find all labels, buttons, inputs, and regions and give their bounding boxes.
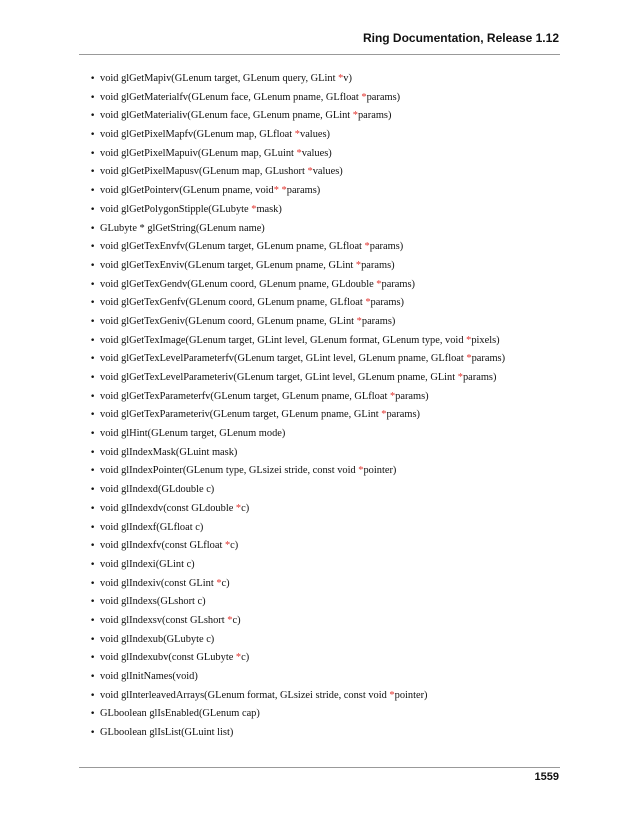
- list-item: [0, 257, 638, 276]
- bullet-icon: •: [90, 92, 96, 103]
- list-item: [0, 388, 638, 407]
- function-signature: [100, 126, 330, 145]
- list-item: [0, 575, 638, 594]
- pointer-operator: *: [364, 241, 370, 253]
- signature-text: pointer): [394, 689, 428, 701]
- function-list-section: [0, 70, 638, 743]
- signature-text: void glGetTexEnviv(GLenum target, GLenum pname, GLint: [100, 259, 356, 271]
- signature-text: void glGetTexGeniv(GLenum coord, GLenum pname, GLint: [100, 315, 357, 327]
- function-signature: [100, 519, 203, 538]
- pointer-operator: *: [356, 315, 362, 327]
- pointer-operator: *: [352, 110, 358, 122]
- pointer-operator: *: [381, 409, 387, 421]
- pointer-operator: *: [235, 502, 242, 514]
- bullet-icon: •: [90, 186, 96, 197]
- bullet-icon: •: [90, 204, 96, 215]
- bullet-icon: •: [90, 298, 96, 309]
- list-item: [0, 649, 638, 668]
- signature-text: GLubyte * glGetString(GLenum name): [100, 222, 265, 234]
- bullet-icon: •: [90, 316, 96, 327]
- signature-text: params): [395, 390, 429, 402]
- bullet-icon: •: [90, 541, 96, 552]
- signature-text: c): [230, 540, 239, 552]
- bullet-icon: •: [90, 111, 96, 122]
- function-signature: [100, 238, 403, 257]
- pointer-operator: *: [457, 372, 463, 383]
- signature-text: pixels): [471, 334, 500, 346]
- signature-text: pointer): [363, 465, 397, 477]
- list-item: [0, 556, 638, 575]
- function-signature: [100, 444, 237, 463]
- signature-text: void glGetPixelMapuiv(GLenum map, GLuint: [100, 147, 297, 159]
- bullet-icon: •: [90, 447, 96, 458]
- signature-text: void glGetTexImage(GLenum target, GLint level, GLenum format, GLenum type, void: [100, 334, 467, 346]
- signature-text: params): [369, 241, 404, 253]
- bullet-icon: •: [90, 74, 96, 84]
- signature-text: params): [366, 91, 401, 103]
- signature-text: void glGetTexEnvfv(GLenum target, GLenum pname, GLfloat: [100, 241, 365, 253]
- list-item: [0, 182, 638, 201]
- signature-text: void glIndexdv(const GLdouble: [100, 502, 236, 514]
- function-signature: [100, 649, 249, 668]
- list-item: [0, 425, 638, 444]
- pointer-operator: *: [294, 129, 300, 141]
- function-signature: [100, 220, 265, 239]
- list-item: [0, 294, 638, 313]
- signature-text: void glHint(GLenum target, GLenum mode): [100, 428, 286, 440]
- signature-text: void glIndexubv(const GLubyte: [100, 652, 236, 664]
- header-divider: [79, 54, 560, 55]
- list-item: [0, 406, 638, 425]
- pointer-operator: *: [389, 390, 396, 402]
- function-signature: [100, 70, 352, 89]
- signature-text: void glIndexPointer(GLenum type, GLsizei stride, const void: [100, 465, 359, 477]
- pointer-operator: *: [273, 185, 279, 197]
- list-item: [0, 163, 638, 182]
- bullet-icon: •: [90, 597, 96, 608]
- page-number: 1559: [534, 771, 559, 783]
- bullet-icon: •: [90, 260, 96, 271]
- signature-text: c): [241, 652, 250, 664]
- function-signature: [100, 332, 500, 351]
- pointer-operator: *: [466, 353, 472, 365]
- signature-text: params): [386, 409, 420, 421]
- list-item: [0, 350, 638, 369]
- function-signature: [100, 276, 415, 295]
- pointer-operator: *: [361, 91, 367, 103]
- bullet-icon: •: [90, 354, 96, 365]
- signature-text: v): [343, 73, 352, 84]
- function-signature: [100, 687, 428, 706]
- list-item: [0, 500, 638, 519]
- bullet-icon: •: [90, 130, 96, 141]
- signature-text: void glGetMaterialfv(GLenum face, GLenum pname, GLfloat: [100, 91, 362, 103]
- signature-text: void glGetMaterialiv(GLenum face, GLenum pname, GLint: [100, 110, 353, 122]
- bullet-icon: •: [90, 373, 96, 383]
- function-signature: [100, 705, 260, 724]
- signature-text: c): [221, 577, 230, 589]
- list-item: [0, 724, 638, 743]
- signature-text: params): [381, 278, 415, 290]
- bullet-icon: •: [90, 242, 96, 253]
- signature-text: c): [232, 614, 241, 626]
- function-signature: [100, 89, 400, 108]
- signature-text: values): [301, 147, 332, 159]
- function-signature: [100, 668, 198, 687]
- list-item: [0, 126, 638, 145]
- list-item: [0, 238, 638, 257]
- function-signature: [100, 500, 249, 519]
- bullet-icon: •: [90, 672, 96, 682]
- signature-text: void glIndexiv(const GLint: [100, 577, 217, 589]
- pointer-operator: *: [251, 203, 257, 215]
- signature-text: void glGetPixelMapusv(GLenum map, GLushort: [100, 166, 308, 178]
- function-signature: [100, 425, 285, 444]
- bullet-icon: •: [90, 485, 96, 496]
- list-item: [0, 668, 638, 687]
- function-signature: [100, 369, 496, 388]
- signature-text: params): [462, 372, 497, 383]
- function-signature: [100, 294, 404, 313]
- signature-text: void glGetPixelMapfv(GLenum map, GLfloat: [100, 129, 295, 141]
- signature-text: params): [361, 259, 395, 271]
- function-signature: [100, 537, 238, 556]
- bullet-icon: •: [90, 578, 96, 589]
- signature-text: void glIndexMask(GLuint mask): [100, 446, 238, 458]
- bullet-icon: •: [90, 728, 96, 739]
- pointer-operator: *: [227, 614, 233, 626]
- function-signature: [100, 313, 395, 332]
- function-signature: [100, 556, 195, 575]
- bullet-icon: •: [90, 335, 96, 346]
- function-signature: [100, 182, 320, 201]
- list-item: [0, 444, 638, 463]
- function-signature: [100, 631, 214, 650]
- function-signature: [100, 406, 420, 425]
- bullet-icon: •: [90, 223, 96, 234]
- signature-text: params): [286, 185, 321, 197]
- bullet-icon: •: [90, 634, 96, 645]
- bullet-icon: •: [90, 410, 96, 421]
- function-bullet-list: [0, 70, 638, 743]
- function-signature: [100, 612, 241, 631]
- function-signature: [100, 593, 206, 612]
- pointer-operator: *: [307, 166, 313, 178]
- signature-text: GLboolean glIsList(GLuint list): [100, 727, 234, 739]
- signature-text: mask): [256, 203, 282, 215]
- list-item: [0, 313, 638, 332]
- list-item: [0, 631, 638, 650]
- bullet-icon: •: [90, 615, 96, 626]
- bullet-icon: •: [90, 167, 96, 178]
- header-title: Ring Documentation, Release 1.12: [362, 31, 559, 45]
- bullet-icon: •: [90, 522, 96, 533]
- pointer-operator: *: [216, 577, 222, 589]
- function-signature: [100, 350, 505, 369]
- signature-text: void glIndexub(GLubyte c): [100, 633, 215, 645]
- list-item: [0, 107, 638, 126]
- signature-text: void glGetPolygonStipple(GLubyte: [100, 203, 252, 215]
- list-item: [0, 687, 638, 706]
- list-item: [0, 705, 638, 724]
- signature-text: void glGetTexGendv(GLenum coord, GLenum pname, GLdouble: [100, 278, 377, 290]
- signature-text: void glGetPointerv(GLenum pname, void: [100, 185, 274, 197]
- pointer-operator: *: [376, 278, 382, 290]
- function-signature: [100, 145, 332, 164]
- bullet-icon: •: [90, 559, 96, 570]
- signature-text: void glGetTexGenfv(GLenum coord, GLenum pname, GLfloat: [100, 297, 366, 309]
- pointer-operator: *: [235, 652, 242, 664]
- list-item: [0, 519, 638, 538]
- list-item: [0, 481, 638, 500]
- function-signature: [100, 257, 395, 276]
- pointer-operator: *: [338, 73, 344, 84]
- pointer-operator: *: [281, 185, 287, 197]
- signature-text: void glIndexd(GLdouble c): [100, 484, 215, 496]
- list-item: [0, 276, 638, 295]
- list-item: [0, 145, 638, 164]
- signature-text: void glIndexsv(const GLshort: [100, 614, 228, 626]
- signature-text: void glInterleavedArrays(GLenum format, GLsizei stride, const void: [100, 689, 390, 701]
- list-item: [0, 593, 638, 612]
- signature-text: void glGetTexParameteriv(GLenum target, GLenum pname, GLint: [100, 409, 382, 421]
- pointer-operator: *: [466, 334, 472, 346]
- pointer-operator: *: [365, 297, 371, 309]
- signature-text: void glGetTexLevelParameteriv(GLenum target, GLint level, GLenum pname, GLint: [100, 372, 458, 383]
- function-signature: [100, 575, 230, 594]
- pointer-operator: *: [358, 465, 364, 477]
- bullet-icon: •: [90, 148, 96, 159]
- signature-text: void glIndexf(GLfloat c): [100, 521, 204, 533]
- pointer-operator: *: [296, 147, 302, 159]
- function-signature: [100, 388, 429, 407]
- list-item: [0, 369, 638, 388]
- list-item: [0, 332, 638, 351]
- list-item: [0, 462, 638, 481]
- function-signature: [100, 724, 233, 743]
- list-item: [0, 89, 638, 108]
- signature-text: values): [300, 129, 331, 141]
- signature-text: c): [241, 502, 250, 514]
- footer-divider: [79, 767, 560, 768]
- bullet-icon: •: [90, 709, 96, 720]
- bullet-icon: •: [90, 653, 96, 664]
- signature-text: params): [471, 353, 506, 365]
- bullet-icon: •: [90, 503, 96, 514]
- function-signature: [100, 163, 343, 182]
- function-signature: [100, 462, 396, 481]
- function-signature: [100, 481, 214, 500]
- signature-text: params): [361, 315, 396, 327]
- signature-text: void glGetTexParameterfv(GLenum target, GLenum pname, GLfloat: [100, 390, 390, 402]
- pointer-operator: *: [224, 540, 231, 552]
- list-item: [0, 612, 638, 631]
- signature-text: void glIndexi(GLint c): [100, 558, 195, 570]
- signature-text: void glIndexfv(const GLfloat: [100, 540, 225, 552]
- bullet-icon: •: [90, 466, 96, 477]
- bullet-icon: •: [90, 690, 96, 701]
- bullet-icon: •: [90, 391, 96, 402]
- list-item: [0, 220, 638, 239]
- function-signature: [100, 107, 391, 126]
- pointer-operator: *: [389, 689, 395, 701]
- list-item: [0, 537, 638, 556]
- bullet-icon: •: [90, 279, 96, 290]
- signature-text: void glGetMapiv(GLenum target, GLenum query, GLint: [100, 73, 339, 84]
- list-item: [0, 201, 638, 220]
- pointer-operator: *: [355, 259, 362, 271]
- signature-text: void glGetTexLevelParameterfv(GLenum target, GLint level, GLenum pname, GLfloat: [100, 353, 467, 365]
- signature-text: params): [370, 297, 404, 309]
- signature-text: params): [357, 110, 392, 122]
- signature-text: values): [312, 166, 343, 178]
- signature-text: void glIndexs(GLshort c): [100, 596, 206, 608]
- signature-text: GLboolean glIsEnabled(GLenum cap): [100, 708, 260, 720]
- function-signature: [100, 201, 282, 220]
- signature-text: void glInitNames(void): [100, 671, 198, 682]
- bullet-icon: •: [90, 429, 96, 440]
- list-item: [0, 70, 638, 89]
